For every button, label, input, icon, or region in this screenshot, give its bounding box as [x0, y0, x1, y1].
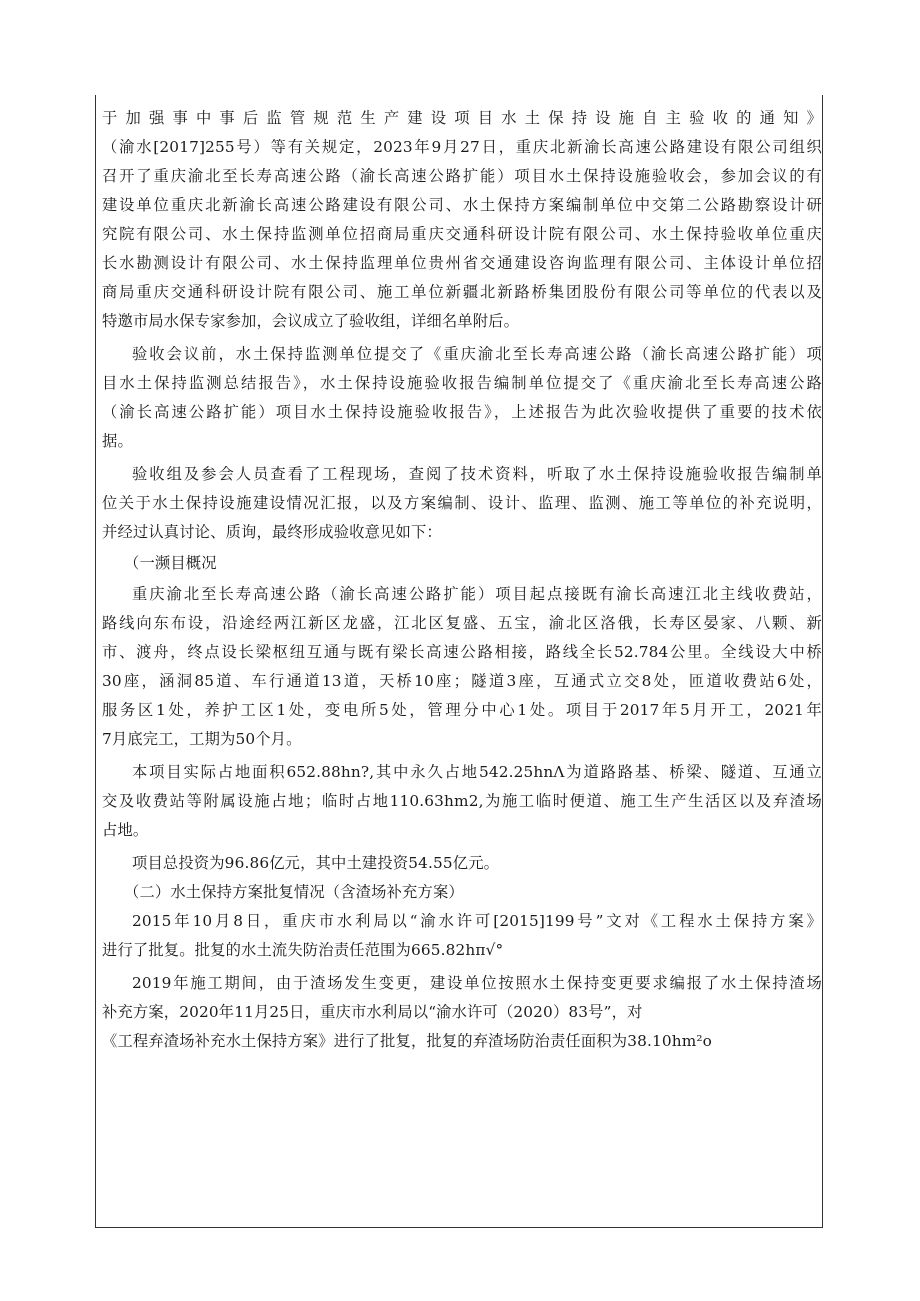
paragraph-site-review	[102, 460, 822, 547]
text-line: 交及收费站等附属设施占地；临时占地110.63hm2,为施工临时便道、施工生产生活区以及弃渣场	[102, 792, 822, 810]
text-line: 2019年施工期间，由于渣场发生变更，建设单位按照水土保持变更要求编报了水土保持渣场	[132, 974, 822, 992]
text-line: 长水勘测设计有限公司、水土保持监理单位贵州省交通建设咨询监理有限公司、主体设计单位招	[102, 254, 822, 272]
text-line: 验收组及参会人员查看了工程现场，查阅了技术资料，听取了水土保持设施验收报告编制单	[132, 465, 822, 483]
text-line: 据。	[102, 432, 133, 450]
text-line: 7月底完工，工期为50个月。	[102, 730, 302, 748]
section-heading-plan-approval	[102, 878, 822, 907]
text-line: （二）水土保持方案批复情况（含渣场补充方案）	[124, 883, 464, 901]
text-line: 位关于水土保持设施建设情况汇报，以及方案编制、设计、监理、监测、施工等单位的补充说明，	[102, 494, 822, 512]
text-line: 建设单位重庆北新渝长高速公路建设有限公司、水土保持方案编制单位中交第二公路勘察设计研	[102, 196, 822, 214]
text-line: 路线向东布设，沿途经两江新区龙盛，江北区复盛、五宝，渝北区洛俄，长寿区晏家、八颗、新	[102, 614, 822, 632]
paragraph-spoil-ground-supplement	[102, 969, 822, 1056]
paragraph-land-occupation	[102, 758, 822, 845]
text-line: 占地。	[102, 821, 149, 839]
text-line: （渝长高速公路扩能）项目水土保持设施验收报告》，上述报告为此次验收提供了重要的技术依	[102, 403, 822, 421]
text-line: （一濒目概况	[124, 554, 217, 572]
text-line: 本项目实际占地面积652.88hn?,其中永久占地542.25hnΛ为道路路基、桥梁、隧道、互通立	[132, 763, 822, 781]
text-line: 于加强事中事后监管规范生产建设项目水土保持设施自主验收的通知》	[102, 109, 822, 127]
paragraph-2015-approval	[102, 907, 822, 965]
text-line: 验收会议前，水土保持监测单位提交了《重庆渝北至长寿高速公路（渝长高速公路扩能）项	[132, 345, 822, 363]
paragraph-meeting-intro	[102, 104, 822, 336]
text-line: 2015年10月8日，重庆市水利局以“渝水许可[2015]199号”文对《工程水土保持方案》	[132, 912, 822, 930]
text-line: 重庆渝北至长寿高速公路（渝长高速公路扩能）项目起点接既有渝长高速江北主线收费站，	[132, 585, 822, 603]
document-body	[102, 104, 822, 1056]
text-line: 召开了重庆渝北至长寿高速公路（渝长高速公路扩能）项目水土保持设施验收会，参加会议的有	[102, 167, 822, 185]
text-line: 服务区1处，养护工区1处，变电所5处，管理分中心1处。项目于2017年5月开工，2021年	[102, 701, 822, 719]
text-line: 进行了批复。批复的水土流失防治责任范围为665.82hπ√°	[102, 941, 504, 959]
text-line: 并经过认真讨论、质询，最终形成验收意见如下：	[102, 523, 442, 541]
section-heading-project-overview	[102, 549, 822, 578]
text-line: 商局重庆交通科研设计院有限公司、施工单位新疆北新路桥集团股份有限公司等单位的代表以及	[102, 283, 822, 301]
paragraph-investment	[102, 849, 822, 878]
text-line: 特邀市局水保专家参加，会议成立了验收组，详细名单附后。	[102, 312, 520, 330]
text-line: 《工程弃渣场补充水土保持方案》进行了批复，批复的弃渣场防治责任面积为38.10hm²o	[102, 1032, 713, 1050]
paragraph-reports-submitted	[102, 340, 822, 456]
text-line: 究院有限公司、水土保持监测单位招商局重庆交通科研设计院有限公司、水土保持验收单位重庆	[102, 225, 822, 243]
text-line: 市、渡舟，终点设长梁枢纽互通与既有梁长高速公路相接，路线全长52.784公里。全线设大中桥	[102, 643, 822, 661]
text-line: 补充方案，2020年11月25日，重庆市水利局以“渝水许可（2020）83号”，对	[102, 1003, 643, 1021]
text-line: （渝水[2017]255号）等有关规定，2023年9月27日，重庆北新渝长高速公路建设有限公司组织	[102, 138, 822, 156]
paragraph-project-route	[102, 580, 822, 754]
text-line: 目水土保持监测总结报告》，水土保持设施验收报告编制单位提交了《重庆渝北至长寿高速公路	[102, 374, 822, 392]
text-line: 项目总投资为96.86亿元，其中土建投资54.55亿元。	[132, 854, 500, 872]
text-line: 30座，涵洞85道、车行通道13道，天桥10座；隧道3座，互通式立交8处，匝道收费站6处，	[102, 672, 822, 690]
